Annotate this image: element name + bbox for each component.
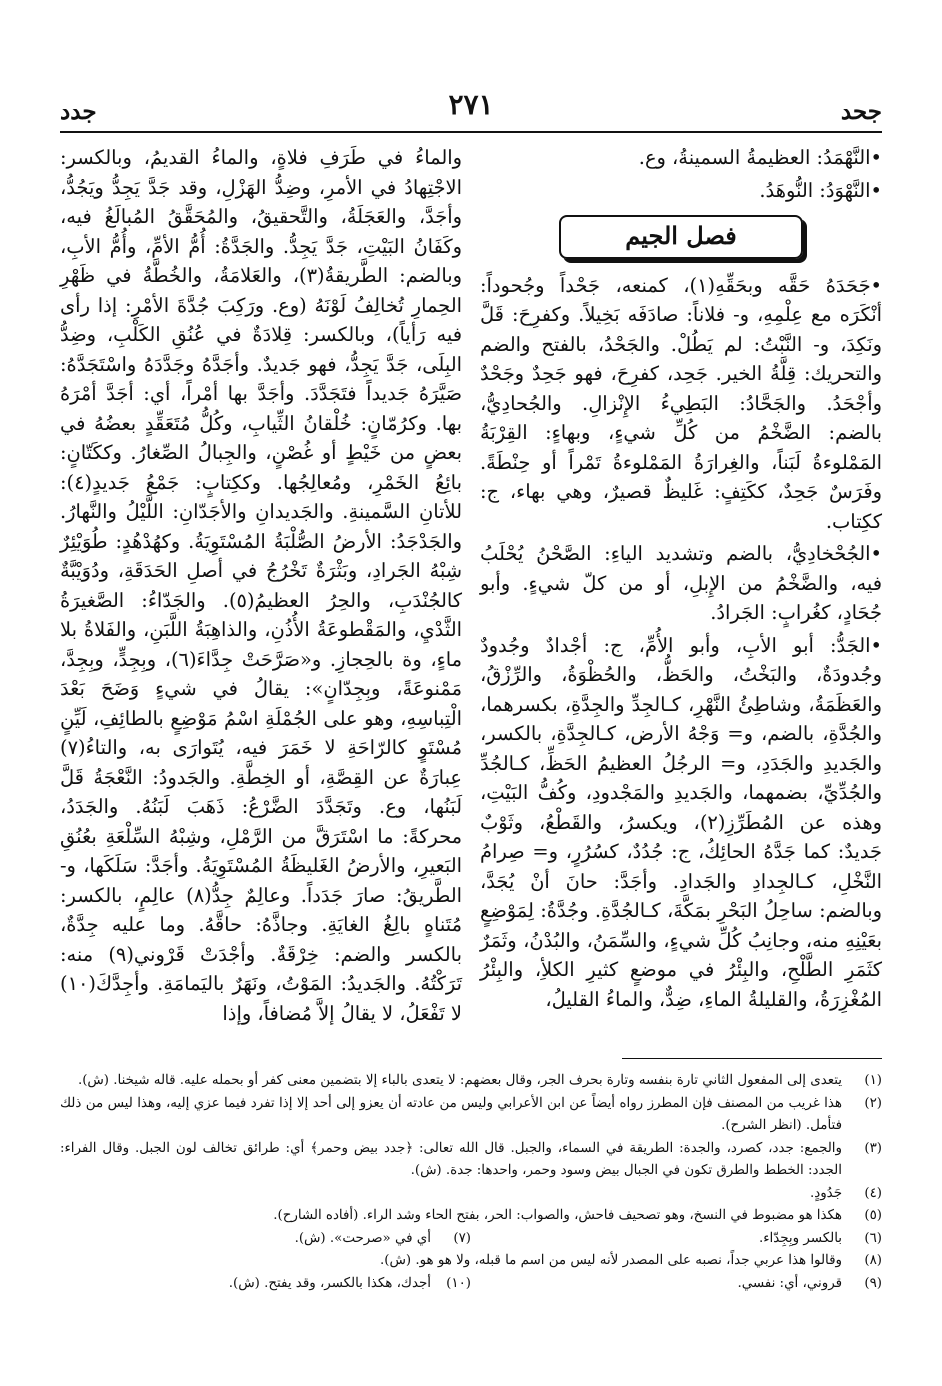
entry-nahwad: •النَّهْوَدُ: النُّوهَدُ. — [759, 178, 882, 202]
section-heading-box — [559, 215, 803, 259]
footnote-number: (١) — [864, 1073, 882, 1088]
footnote-number: (٧) — [453, 1230, 471, 1246]
footnote-text: وقالوا هذا عربي جداً، نصبه على المصدر لأنه ليس من اسم ما قبله، ولا هو هو. (ش). — [380, 1253, 842, 1268]
footnote-number: (٣) — [864, 1140, 882, 1156]
guide-word-left: جدد — [60, 98, 97, 125]
left-column — [60, 143, 463, 1025]
footnote-number: (٩) — [864, 1275, 882, 1291]
footnote-text: بالكسر وبِجِدّاء. — [758, 1230, 842, 1246]
footnote — [60, 1205, 882, 1228]
section-title: فصل الجيم — [625, 221, 737, 250]
entry-nahmad: •النَّهْمَدُ: العظيمةُ السمينةُ، وع. — [638, 146, 882, 169]
text-columns — [60, 143, 883, 1025]
footnote — [60, 1250, 882, 1273]
footnote — [60, 1228, 471, 1251]
footnote-number: (٢) — [864, 1095, 882, 1111]
footnote — [471, 1228, 882, 1251]
footnote — [471, 1273, 882, 1296]
footnote-row — [60, 1273, 882, 1296]
footnote-text: والجمع: جدد، كصرد، والجدة: الطريقة في السماء، والجبل. قال الله تعالى: ﴿جدد بيض وحمر﴾ أي: طرائق تخالف لون الجبل. وقال الفراء: الجدد: الخطط والطرق تكون في الجبال بيض وسود وحمر، واحدها: جدة. (ش). — [60, 1140, 842, 1178]
footnote — [60, 1070, 882, 1093]
footnote-text: جَدُودٍ. — [810, 1185, 842, 1201]
footnote-text: هكذا هو مضبوط في النسخ، وهو تصحيف فاحش، والصواب: الحر، بفتح الحاء وشد الراء. (أفاده الشارح). — [273, 1208, 842, 1223]
right-column — [480, 143, 883, 1011]
page-number: ٢٧١ — [448, 88, 494, 121]
footnote — [60, 1138, 882, 1183]
footnote-text: يتعدى إلى المفعول الثاني تارة بنفسه وتارة بحرف الجر، وقال بعضهم: لا يتعدى بالباء إلا بتضمين معنى كفر أو بحمله عليه. قاله شيخنا. (ش). — [77, 1073, 842, 1088]
footnote-number: (١٠) — [446, 1275, 471, 1291]
footnotes — [60, 1070, 882, 1295]
entry-juhkhadi: •الجُحْخادِيُّ، بالضم وتشديد الياءِ: الصَّحْنُ يُحْلَبُ فيه، والضَّخْمُ من الإِبلِ، أو من كلّ شيءٍ. وأبو جُحَادٍ، كغُرابٍ: الجَرادُ. — [480, 542, 882, 624]
footnote-text: أي في «صرحت». (ش). — [294, 1230, 431, 1246]
footnote — [60, 1273, 471, 1296]
footnote-text: قروني، أي: نفسي. — [737, 1275, 842, 1291]
footnote-rule — [622, 1058, 882, 1059]
footnote-text: أجدك، هكذا بالكسر، وقد يفتح. (ش). — [228, 1275, 431, 1291]
entry-jahada: •جَحَدَهُ حَقَّه وبحَقِّهِ(١)، كمنعه، جَحْداً وجُحوداً: أنْكَرَه مع عِلْمِهِ، و- فلاناً: صادَفَه بَخِيلاً. وكفرِحَ: قَلَّ ونَكِدَ، و- النَّبْتُ: لم يَطُلْ. والجَحْدُ، بالفتح والضم والتحريك: قِلَّةُ الخير. جَحِد، كفرِحَ، فهو جَحِدٌ وجَحْدٌ وأجْحَدُ. والجَحَّادُ: البَطِيءُ الإِنْزالِ. والجُحادِيُّ، بالضم: الضَّخْمُ من كُلِّ شيءٍ، وبهاءٍ: القِرْبَةُ المَمْلوءةُ لَبَناً، والغِرارَةُ المَمْلوءةُ تَمْراً أو حِنْطَةً. وفَرَسٌ جَحِدٌ، ككَتِفٍ: غَليظٌ قصيرٌ، وهي بهاء، ج: ككِتاب. — [480, 273, 882, 533]
footnote-text: هذا غريب من المصنف فإن المطرز رواه أيضاً عن ابن الأعرابي وليس من عادته أن يعزو إلى أحد إلا إذا تفرد فيما عزي إليه، وهذا ليس من ذلك فتأمل. (انظر الشرح). — [60, 1095, 842, 1133]
header-rule — [60, 131, 882, 133]
footnote — [60, 1093, 882, 1138]
footnote-row — [60, 1228, 882, 1251]
entry-jadd-continued: والماءُ في طَرَفِ فلاةٍ، والماءُ القديمُ، وبالكسر: الاجْتِهادُ في الأمرِ، وضِدُّ الهَزْلِ، وقد جَدَّ يَجِدُّ ويَجُدُّ، وأجَدَّ، والعَجَلَةُ، والتَّحقيقُ، والمُحَقَّقُ المُبالَغُ فيه، وكَفَانُ البَيْتِ، جَدَّ يَجِدُّ. والجَدَّةُ: أُمُّ الأمِّ، وأُمُّ الأبِ، وبالضم: الطَّريقةُ(٣)، والعَلامَةُ، والخُطَّةُ في ظَهْرِ الحِمارِ تُخالِفُ لَوْنَهُ (وع. ورَكِبَ جُدَّةَ الأمْرِ: إذا رأى فيه رَأياً)، وبالكسر: قِلادَةٌ في عُنُقِ الكَلْبِ، وضِدُّ البِلَى، جَدَّ يَجِدُّ، فهو جَديدٌ. وأجَدَّهُ وجَدَّدَهُ واسْتَجَدَّهُ: صَيَّرَهُ جَديداً فتَجَدَّدَ. وأجَدَّ بها أمْراً، أي: أجَدَّ أمْرَهُ بها. وكرُمّانٍ: خُلْقانُ الثِّيابِ، وكُلُّ مُتَعَقِّدٍ بعضُهُ في بعضٍ من خَيْطٍ أو غُصْنٍ، والجِبالُ الصِّغارُ. وككَتّانٍ: بائِعُ الخَمْرِ، ومُعالِجُها. وككِتابٍ: جَمْعُ جَديدٍ(٤): للأتانِ السَّمينةِ. والجَديدانِ والأجَدّانِ: اللَّيْلُ والنَّهارُ. والجَدْجَدُ: الأرضُ الصُّلْبَةُ المُسْتَوِيَةُ. وكهُدْهُدٍ: طُوَيْئِرٌ شِبْهُ الجَرادِ، وبَثْرَةٌ تَخْرُجُ في أصلِ الحَدَقَةِ، ودُوَيْبَّةٌ كالجُنْدَبِ، والحِرُ العظيمُ(٥). والجَدّاءُ: الصَّغيرَةُ الثَّدْيِ، والمَقْطوعَةُ الأُذُنِ، والذاهِبَةُ اللَّبَنِ، والفَلاةُ بلا ماءٍ، وة بالحِجازِ. و«صَرَّحَتْ جِدَّاءَ(٦)، وبِجِدٍّ، وبِجِدَّ، مَمْنوعَةً، وبِجِدّانٍ»: يقالُ في شيءٍ وَضَحَ بَعْدَ الْتِباسِهِ، وهو على الجُمْلَةِ اسْمُ مَوْضِعٍ بالطائِفِ، لَيِّنٍ مُسْتَوٍ كالرّاحَةِ لا خَمَرَ فيه، يُتَوارَى به، والتاءُ(٧) عِبارَةٌ عن القِصَّةِ، أو الخِطَّةِ. والجَدودُ: النَّعْجَةُ قَلَّ لَبَنُها، وع. وتَجَدَّدَ الضَّرْعُ: ذَهَبَ لَبَنُهُ. والجَدَدُ، محركةً: ما اسْتَرَقَّ من الرَّمْلِ، وشِبْهُ السِّلْعَةِ بعُنُقِ البَعيرِ، والأرضُ الغَليظَةُ المُسْتَوِيَةُ. وأجَدَّ: سَلَكَها، و- الطَّريقُ: صارَ جَدَداً. وعالِمٌ جِدُّ(٨) عالِمٍ، بالكسر: مُتَناهٍ بالِغُ الغايَةِ. وجاذَّهُ: حاقَّهُ. وما عليه جِدَّةٌ، بالكسر والضم: خِرْقَةٌ. وأجْدَتْ قَرْوني(٩) منه: تَرَكْتُهُ. والجَديدُ: المَوْتُ، ونَهَرٌ باليَمامَةِ. وأجِدَّكَ(١٠) لا تَفْعَلُ، لا يقالُ إلاَّ مُضافاً، وإذا — [60, 146, 463, 1025]
footnote-number: (٤) — [864, 1185, 882, 1201]
guide-word-right: جحد — [840, 98, 882, 125]
footnote-number: (٥) — [864, 1208, 882, 1223]
entry-jadd: •الجَدُّ: أبو الأبِ، وأبو الأُمِّ، ج: أجْدادٌ وجُدودٌ وجُدودَةٌ، والبَخْتُ، والحَظُّ، والحُظْوَةُ، والرِّزْقُ، والعَظَمَةُ، وشاطِئُ النَّهْرِ، كـالجِدِّ والجِدَّةِ، بكسرهما، والجُدَّةِ، بالضم، و= وَجْهُ الأرض، كـالجِدَّةِ، بالكسر، والجَديدِ والجَدَدِ، و= الرجُلُ العظيمُ الحَظِّ، كـالجُدِّ والجُدِّيِّ، بضمهما، والجَديدِ والمَجْدودِ، وكُفُّ البَيْتِ، وهذه عن المُطَرِّزِ(٢)، ويكسرُ، والقَطْعُ، وثَوْبٌ جَديدٌ: كما جَدَّهُ الحائِكُ، ج: جُدُدٌ، كسُرُرٍ، و= صِرامُ النَّخْلِ، كـالجِدادِ والجَدادِ. وأجَدَّ: حانَ أنْ يُجَدَّ، وبالضم: ساحِلُ البَحْرِ بمَكَّةَ، كـالجُدَّةِ. وجُدَّةُ: لِمَوْضِعٍ بعَيْنِهِ منه، وجانِبُ كُلِّ شيءٍ، والسِّمَنُ، والبُدْنُ، وثَمَرٌ كثَمَرِ الطَّلْحِ، والبِئْرُ في موضعٍ كثيرِ الكلأِ، والبِئْرُ المُغْزِرَةُ، والقليلةُ الماءِ، ضِدٌّ، والماءُ القليلُ، — [480, 633, 883, 1011]
page-header — [60, 88, 882, 128]
footnote — [60, 1183, 882, 1206]
footnote-number: (٨) — [864, 1253, 882, 1268]
footnote-number: (٦) — [864, 1230, 882, 1246]
